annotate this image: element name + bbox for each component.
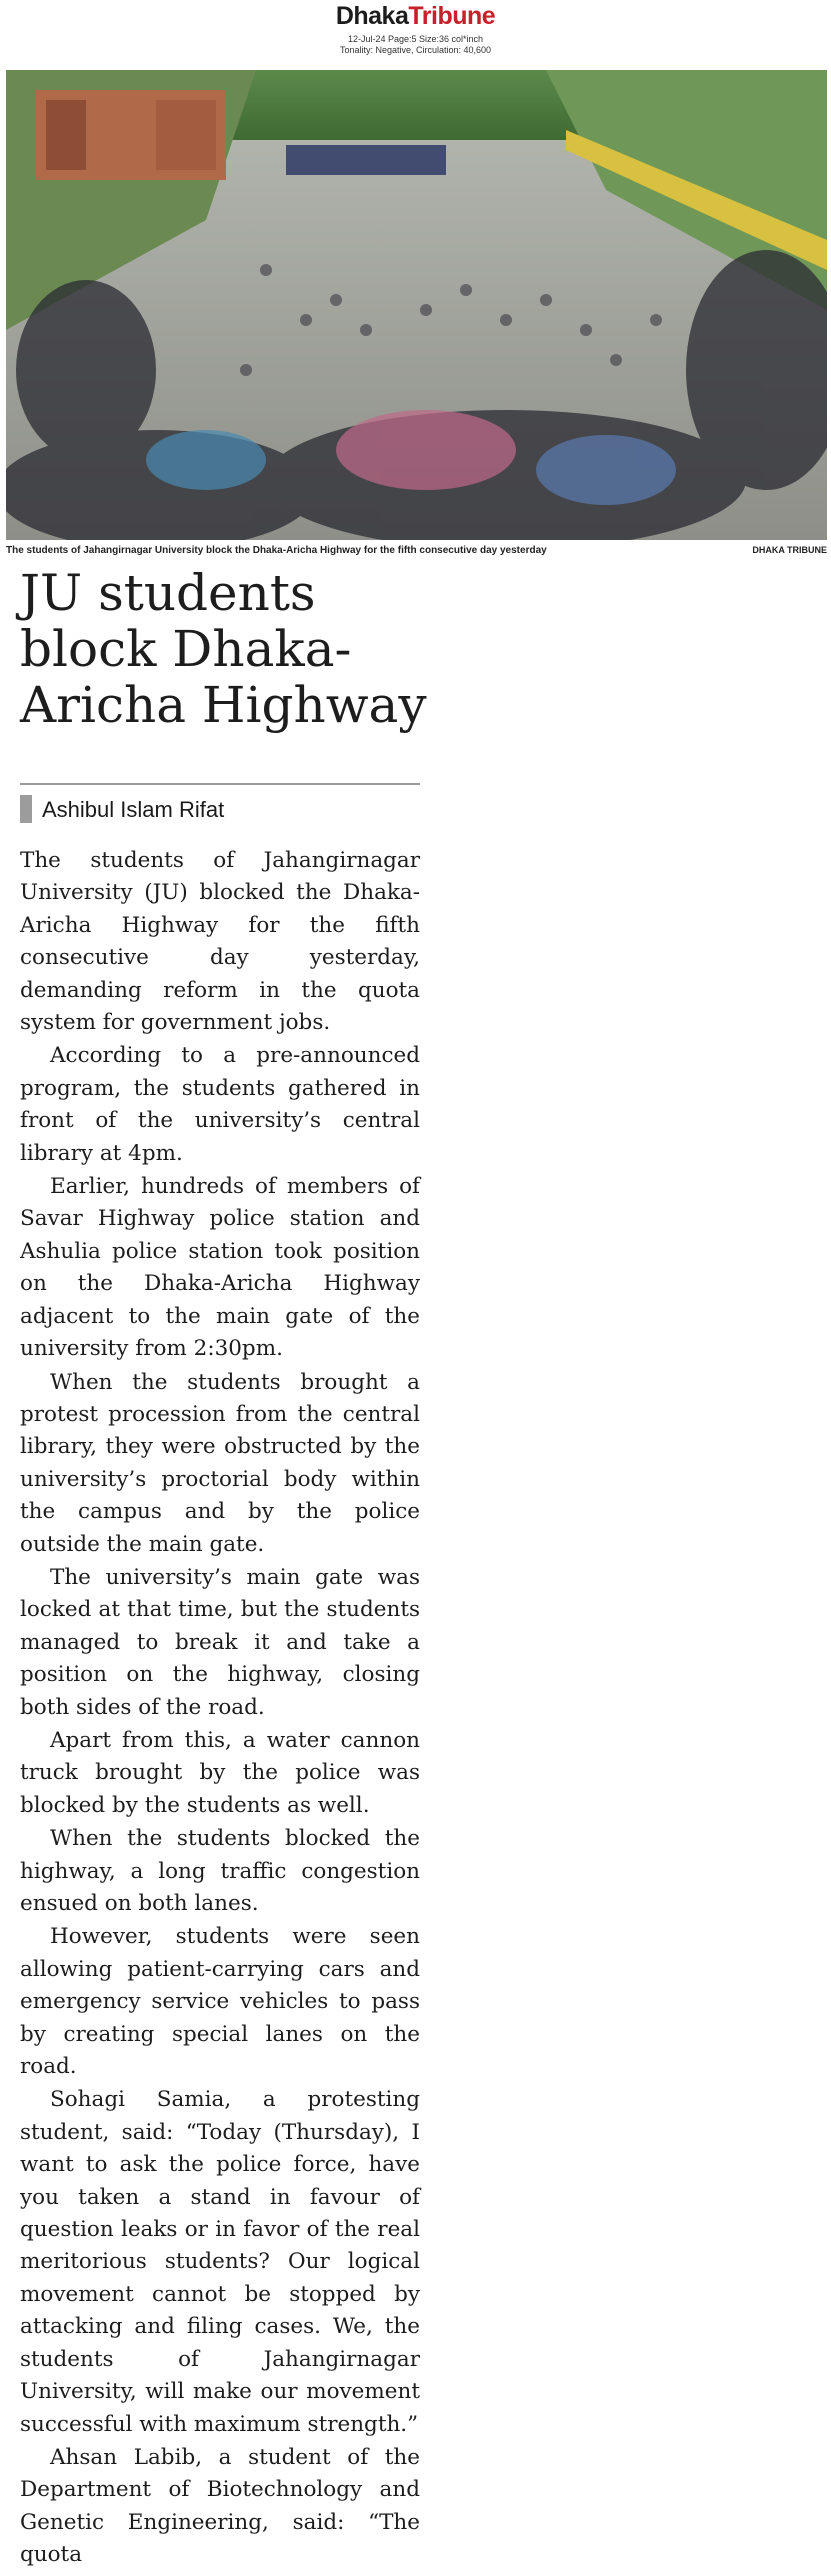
newspaper-logo bbox=[0, 2, 831, 31]
author-name: Ashibul Islam Rifat bbox=[42, 797, 225, 822]
brand-part-2: Tribune bbox=[408, 2, 496, 30]
byline-accent-bar bbox=[20, 795, 32, 823]
article-paragraph: Apart from this, a water cannon truck brought by the police was blocked by the students as well. bbox=[20, 1727, 420, 1818]
article-paragraph: Sohagi Samia, a protesting student, said: “Today (Thursday), I want to ask the police force, have you taken a stand in favour of question leaks or in favor of the real meritorious students? Our logical movement cannot be stopped by attacking and filing cases. We, the students of Jahangirnagar University, will make our movement successful with maximum strength.” bbox=[20, 2087, 420, 2437]
photo-caption: The students of Jahangirnagar University block the Dhaka-Aricha Highway for the fifth consecutive day yesterday bbox=[6, 545, 547, 556]
news-photo-illustration bbox=[6, 70, 827, 540]
article-paragraph: Ahsan Labib, a student of the Department of Biotechnology and Genetic Engineering, said: “The quota bbox=[20, 2444, 420, 2568]
photo-caption-bar bbox=[6, 545, 827, 559]
brand-part-1: Dhaka bbox=[335, 2, 409, 30]
article-paragraph: When the students blocked the highway, a long traffic congestion ensued on both lanes. bbox=[20, 1826, 420, 1916]
news-photo bbox=[6, 70, 827, 540]
byline-divider bbox=[20, 783, 420, 785]
article-headline: JU students block Dhaka-Aricha Highway bbox=[20, 564, 427, 734]
article-paragraph: The university’s main gate was locked at that time, but the students managed to break it and take a position on the highway, closing both sides of the road. bbox=[20, 1564, 420, 1720]
article-paragraph: The students of Jahangirnagar University (JU) blocked the Dhaka-Aricha Highway for the fifth consecutive day yesterday, demanding reform in the quota system for government jobs. bbox=[20, 848, 420, 1036]
article-paragraph: However, students were seen allowing patient-carrying cars and emergency service vehicles to pass by creating special lanes on the road. bbox=[20, 1924, 420, 2080]
masthead bbox=[0, 0, 831, 64]
article-paragraph: According to a pre-announced program, the students gathered in front of the university’s central library at 4pm. bbox=[20, 1043, 420, 1166]
article-paragraph: When the students brought a protest procession from the central library, they were obstructed by the university’s proctorial body within the campus and by the police outside the main gate. bbox=[20, 1369, 420, 1557]
clipping-meta-date: 12-Jul-24 Page:5 Size:36 col*inch bbox=[347, 34, 484, 44]
article-paragraph: Earlier, hundreds of members of Savar Highway police station and Ashulia police station took position on the Dhaka-Aricha Highway adjacent to the main gate of the university from 2:30pm. bbox=[20, 1174, 420, 1362]
clipping-meta-tonality: Tonality: Negative, Circulation: 40,600 bbox=[339, 45, 492, 55]
photo-credit: DHAKA TRIBUNE bbox=[752, 545, 827, 555]
article-body bbox=[20, 845, 420, 2573]
